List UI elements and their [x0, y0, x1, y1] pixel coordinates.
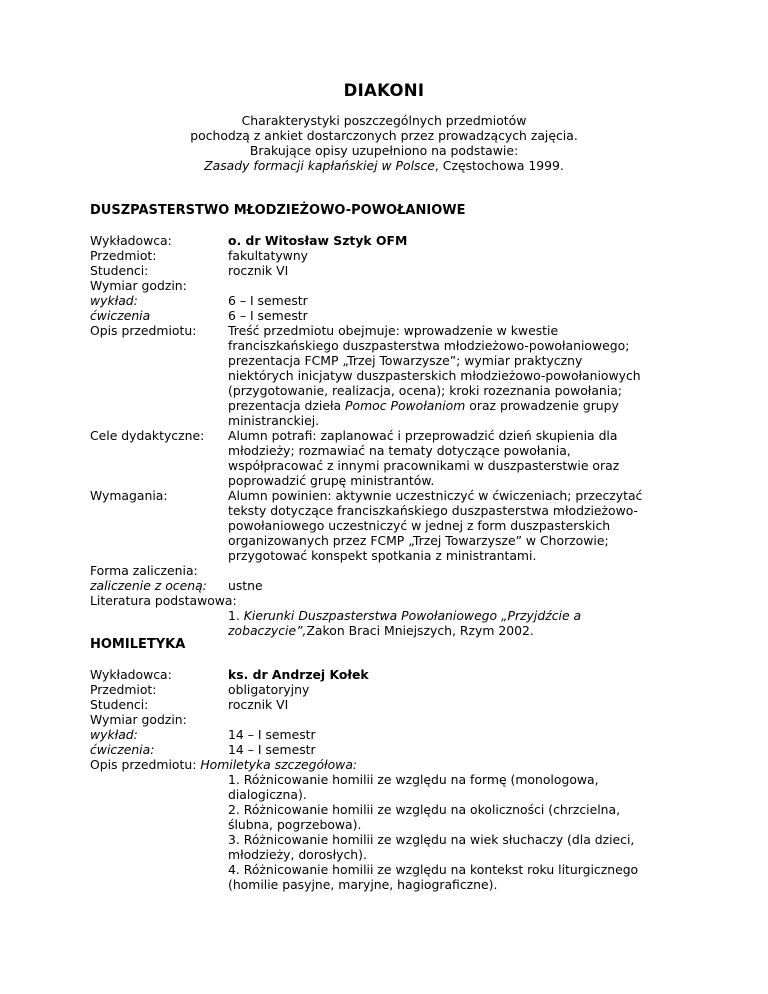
- requirements-label: Wymagania:: [90, 488, 168, 503]
- lecture-value: 6 – I semestr: [228, 293, 308, 308]
- goals-line: współpracować z innymi pracownikami w duszpasterstwie oraz: [228, 458, 620, 473]
- subject-row: [90, 682, 690, 697]
- graded-row: [90, 578, 690, 593]
- literature-publisher: Zakon Braci Mniejszych, Rzym 2002.: [306, 623, 534, 638]
- literature-number: 1.: [228, 608, 244, 623]
- lecture-value: 14 – I semestr: [228, 727, 316, 742]
- requirements-line: teksty dotyczące franciszkańskiego duszpasterstwa młodzieżowo-: [228, 503, 639, 518]
- students-label: Studenci:: [90, 263, 149, 278]
- lecturer-row: [90, 667, 690, 682]
- goals-line: młodzieży; rozmawiać na tematy dotyczące powołania,: [228, 443, 571, 458]
- goals-line: poprowadzić grupę ministrantów.: [228, 473, 435, 488]
- hours-label: Wymiar godzin:: [90, 712, 187, 727]
- students-row: [90, 697, 690, 712]
- literature-item: [228, 623, 534, 638]
- subject-row: [90, 248, 690, 263]
- exercises-value: 6 – I semestr: [228, 308, 308, 323]
- students-value: rocznik VI: [228, 263, 289, 278]
- list-item: dialogiczna).: [228, 787, 307, 802]
- intro-block: [0, 113, 768, 173]
- description-row: [90, 757, 357, 772]
- exercises-value: 14 – I semestr: [228, 742, 316, 757]
- hours-label: Wymiar godzin:: [90, 278, 187, 293]
- intro-line: pochodzą z ankiet dostarczonych przez prowadzących zajęcia.: [190, 128, 578, 143]
- requirements-line: przygotować konspekt spotkania z ministrantami.: [228, 548, 537, 563]
- literature-row: [90, 593, 690, 608]
- lecture-label: wykład:: [90, 293, 138, 308]
- document-title: DIAKONI: [343, 81, 425, 100]
- description-row: [90, 323, 690, 338]
- subject-value: obligatoryjny: [228, 682, 310, 697]
- description-text: prezentacja dzieła: [228, 398, 346, 413]
- description-title: Homiletyka szczegółowa:: [200, 757, 358, 772]
- students-value: rocznik VI: [228, 697, 289, 712]
- description-line: franciszkańskiego duszpasterstwa młodzieżowo-powołaniowego;: [228, 338, 630, 353]
- literature-title: zobaczycie”,: [228, 623, 307, 638]
- graded-value: ustne: [228, 578, 263, 593]
- section-heading-youth-ministry: DUSZPASTERSTWO MŁODZIEŻOWO-POWOŁANIOWE: [90, 203, 466, 218]
- intro-source-title: Zasady formacji kapłańskiej w Polsce: [204, 158, 435, 173]
- subject-value: fakultatywny: [228, 248, 309, 263]
- exercises-label: ćwiczenia: [90, 308, 151, 323]
- goals-line: Alumn potrafi: zaplanować i przeprowadzić dzień skupienia dla: [228, 428, 618, 443]
- exercises-row: [90, 308, 690, 323]
- description-line: niektórych inicjatyw duszpasterskich młodzieżowo-powołaniowych: [228, 368, 641, 383]
- description-label: Opis przedmiotu:: [90, 757, 201, 772]
- hours-row: [90, 278, 690, 293]
- students-row: [90, 263, 690, 278]
- list-item: 1. Różnicowanie homilii ze względu na formę (monologowa,: [228, 772, 599, 787]
- intro-source-rest: , Częstochowa 1999.: [434, 158, 564, 173]
- subject-label: Przedmiot:: [90, 248, 157, 263]
- students-label: Studenci:: [90, 697, 149, 712]
- lecturer-name: o. dr Witosław Sztyk OFM: [228, 233, 408, 248]
- description-line: ministranckiej.: [228, 413, 320, 428]
- description-label: Opis przedmiotu:: [90, 323, 197, 338]
- lecturer-name: ks. dr Andrzej Kołek: [228, 667, 369, 682]
- subject-label: Przedmiot:: [90, 682, 157, 697]
- lecturer-label: Wykładowca:: [90, 233, 172, 248]
- assessment-label: Forma zaliczenia:: [90, 563, 198, 578]
- description-line: prezentacja FCMP „Trzej Towarzysze”; wymiar praktyczny: [228, 353, 583, 368]
- intro-source-line: [0, 158, 768, 173]
- exercises-row: [90, 742, 690, 757]
- exercises-label: ćwiczenia:: [90, 742, 155, 757]
- description-work-title: Pomoc Powołaniom: [345, 398, 466, 413]
- lecturer-row: [90, 233, 690, 248]
- list-item: ślubna, pogrzebowa).: [228, 817, 362, 832]
- requirements-row: [90, 488, 690, 503]
- goals-row: [90, 428, 690, 443]
- graded-label: zaliczenie z oceną:: [90, 578, 207, 593]
- goals-label: Cele dydaktyczne:: [90, 428, 205, 443]
- description-line: (przygotowanie, realizacja, ocena); kroki rozeznania powołania;: [228, 383, 622, 398]
- list-item: (homilie pasyjne, maryjne, hagiograficzne).: [228, 877, 498, 892]
- requirements-line: organizowanych przez FCMP „Trzej Towarzysze” w Chorzowie;: [228, 533, 609, 548]
- lecture-row: [90, 293, 690, 308]
- requirements-line: Alumn powinien: aktywnie uczestniczyć w ćwiczeniach; przeczytać: [228, 488, 643, 503]
- description-line: Treść przedmiotu obejmuje: wprowadzenie w kwestie: [228, 323, 559, 338]
- assessment-row: [90, 563, 690, 578]
- requirements-line: powołaniowego uczestniczyć w jednej z form duszpasterskich: [228, 518, 611, 533]
- intro-line: Brakujące opisy uzupełniono na podstawie:: [249, 143, 519, 158]
- lecture-label: wykład:: [90, 727, 138, 742]
- literature-item: [228, 608, 581, 623]
- description-line: [228, 398, 619, 413]
- list-item: 2. Różnicowanie homilii ze względu na okoliczności (chrzcielna,: [228, 802, 621, 817]
- list-item: 3. Różnicowanie homilii ze względu na wiek słuchaczy (dla dzieci,: [228, 832, 635, 847]
- hours-row: [90, 712, 690, 727]
- description-text: oraz prowadzenie grupy: [465, 398, 619, 413]
- lecture-row: [90, 727, 690, 742]
- intro-line: Charakterystyki poszczególnych przedmiotów: [241, 113, 527, 128]
- literature-title: Kierunki Duszpasterstwa Powołaniowego „Przyjdźcie a: [243, 608, 582, 623]
- list-item: młodzieży, dorosłych).: [228, 847, 367, 862]
- section-heading-homiletics: HOMILETYKA: [90, 637, 186, 652]
- literature-label: Literatura podstawowa:: [90, 593, 237, 608]
- list-item: 4. Różnicowanie homilii ze względu na kontekst roku liturgicznego: [228, 862, 639, 877]
- lecturer-label: Wykładowca:: [90, 667, 172, 682]
